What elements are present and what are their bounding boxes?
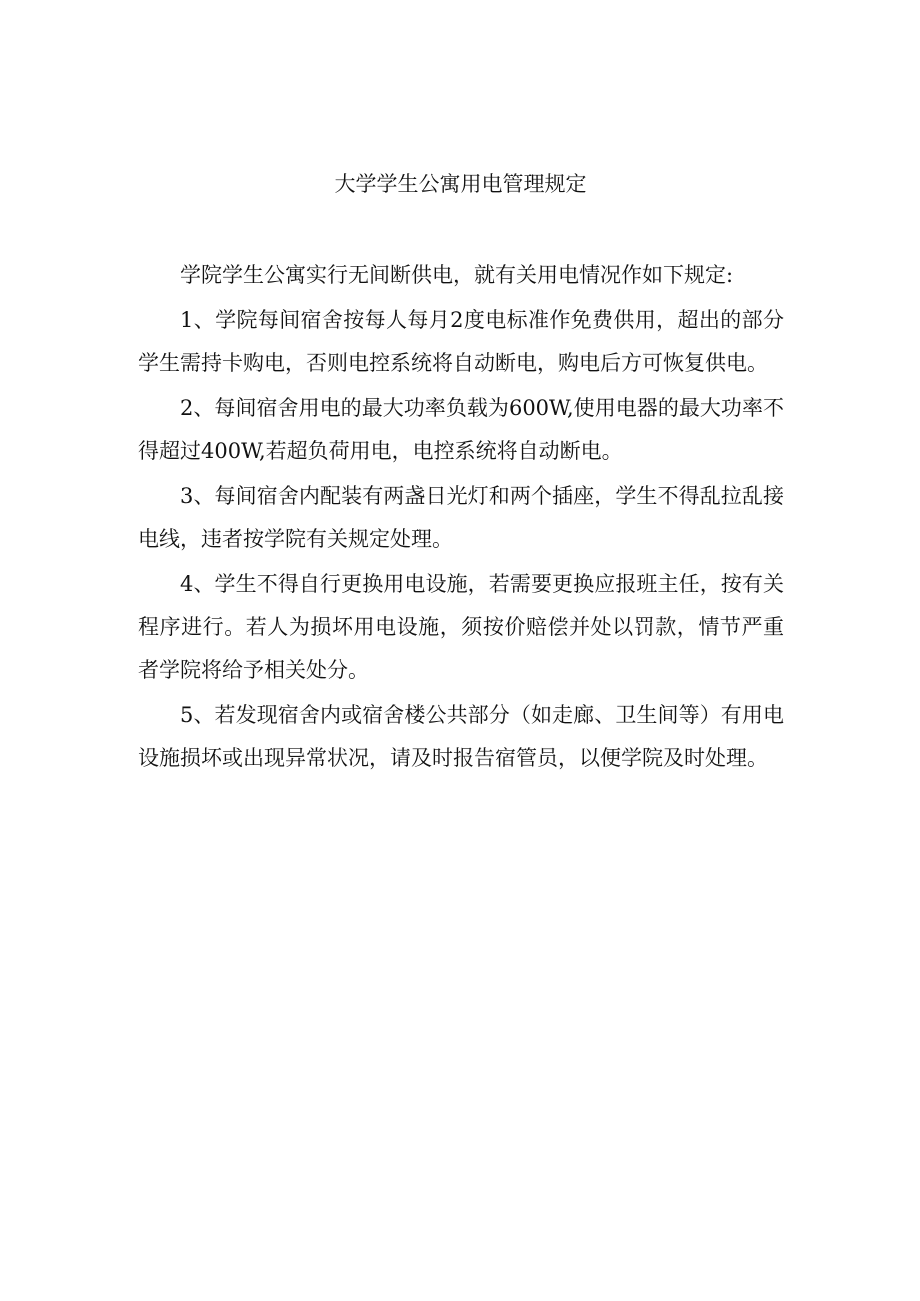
- rule-5-paragraph: 5、若发现宿舍内或宿舍楼公共部分（如走廊、卫生间等）有用电设施损坏或出现异常状况，请及时报告宿管员，以便学院及时处理。: [138, 703, 784, 770]
- rule-1-paragraph: 1、学院每间宿舍按每人每月2度电标准作免费供用，超出的部分学生需持卡购电，否则电控系统将自动断电，购电后方可恢复供电。: [138, 308, 784, 375]
- intro-paragraph: 学院学生公寓实行无间断供电，就有关用电情况作如下规定:: [180, 263, 734, 287]
- rule-4-paragraph: 4、学生不得自行更换用电设施，若需要更换应报班主任，按有关程序进行。若人为损坏用电设施，须按价赔偿并处以罚款，情节严重者学院将给予相关处分。: [138, 572, 784, 682]
- document-body: [138, 254, 784, 780]
- rule-3-paragraph: 3、每间宿舍内配装有两盏日光灯和两个插座，学生不得乱拉乱接电线，违者按学院有关规定处理。: [138, 484, 784, 551]
- document-title: 大学学生公寓用电管理规定: [334, 172, 587, 196]
- rule-2-paragraph: 2、每间宿舍用电的最大功率负载为600W,使用电器的最大功率不得超过400W,若超负荷用电，电控系统将自动断电。: [138, 396, 784, 463]
